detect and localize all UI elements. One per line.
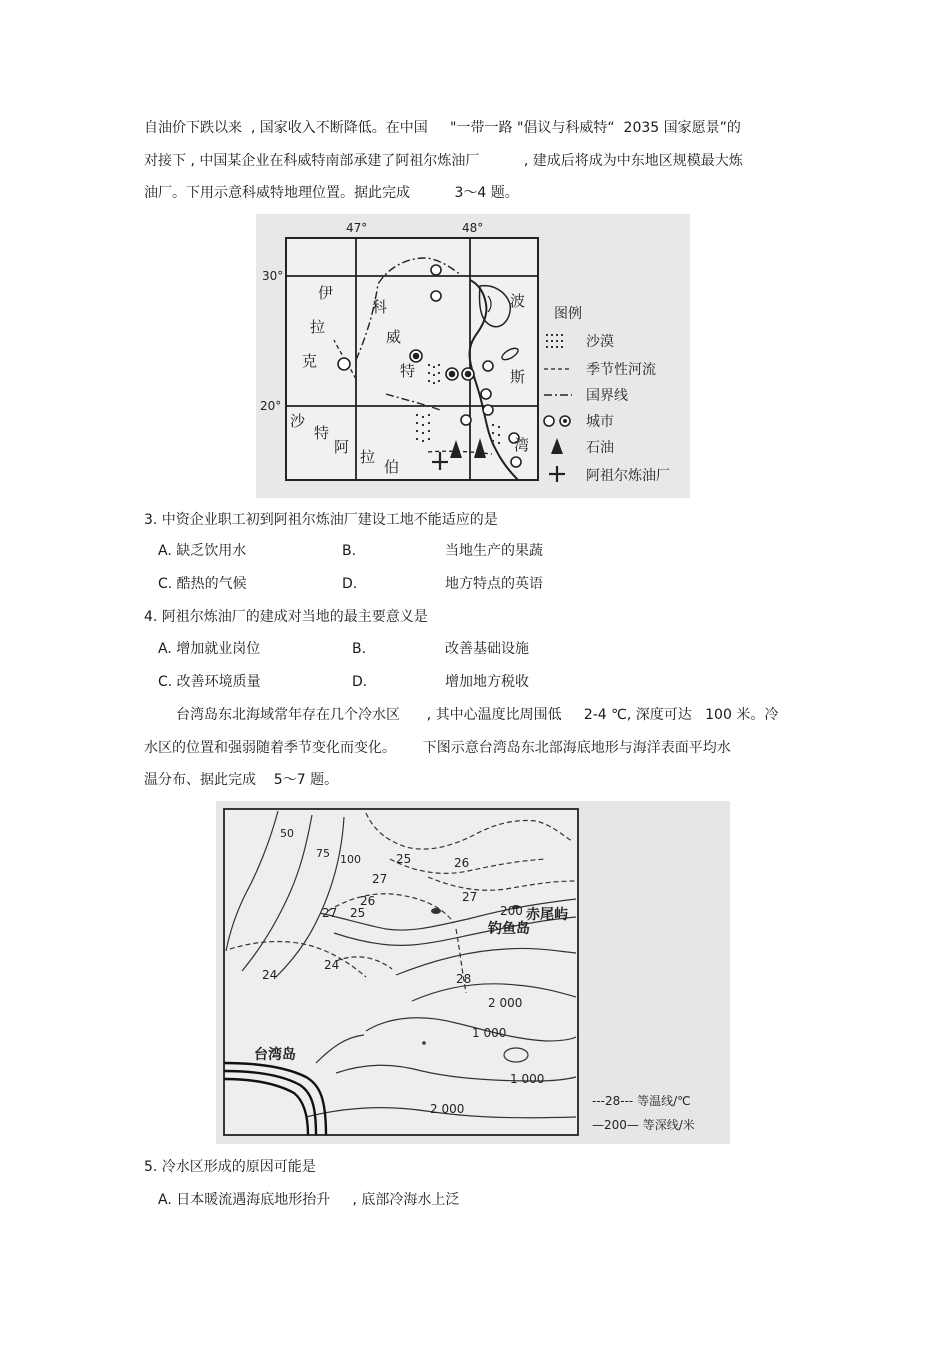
- q3-options-row1: [0, 541, 950, 561]
- label-d100: 100: [340, 853, 361, 866]
- intro1-line3: 油厂。下用示意科威特地理位置。据此完成 3～4 题。: [144, 185, 519, 201]
- taiwan-sea-map-figure: [216, 801, 730, 1144]
- q4-option-b: 改善基础设施: [445, 641, 529, 657]
- q3-option-a: A. 缺乏饮用水: [158, 543, 247, 559]
- q4-option-d: 增加地方税收: [445, 674, 529, 690]
- label-t27a: 27: [372, 872, 388, 886]
- intro2-line1: 台湾岛东北海域常年存在几个冷水区 , 其中心温度比周围低 2-4 ℃, 深度可达 100 米。冷: [176, 707, 779, 723]
- label-d1000a: 1 000: [472, 1026, 507, 1040]
- label-t24b: 24: [324, 958, 340, 972]
- iraq-char-1: 伊: [318, 284, 334, 302]
- label-d75: 75: [316, 847, 330, 860]
- intro1-line2: 对接下 , 中国某企业在科威特南部承建了阿祖尔炼油厂 , 建成后将成为中东地区规模最大炼: [144, 153, 743, 169]
- legend-oil: 石油: [586, 440, 614, 456]
- kuwait-map-figure: [256, 214, 690, 498]
- saudi-char-1: 沙: [290, 412, 306, 430]
- lat-20: 20°: [260, 399, 282, 413]
- lon-47: 47°: [346, 221, 368, 235]
- q3-options-row2: [0, 574, 950, 594]
- label-d1000b: 1 000: [510, 1072, 545, 1086]
- q4-option-d-letter: D.: [352, 674, 368, 690]
- q3-stem: 3. 中资企业职工初到阿祖尔炼油厂建设工地不能适应的是: [144, 512, 498, 528]
- label-t28: 28: [456, 972, 472, 986]
- saudi-char-4: 拉: [360, 448, 376, 466]
- persia-char-1: 波: [510, 292, 526, 310]
- kuwait-char-3: 特: [400, 362, 416, 380]
- label-t26b: 26: [360, 894, 376, 908]
- legend-isobath: —200— 等深线/米: [592, 1118, 695, 1132]
- label-d200: 200: [500, 904, 523, 918]
- label-t25a: 25: [396, 852, 412, 866]
- q4-option-b-letter: B.: [352, 641, 367, 657]
- q3-option-c: C. 酷热的气候: [158, 576, 247, 592]
- saudi-char-3: 阿: [334, 438, 350, 456]
- label-chiwei: 赤尾屿: [526, 907, 568, 923]
- legend-isotherm: ---28--- 等温线/℃: [592, 1094, 691, 1108]
- q3-option-d: 地方特点的英语: [445, 576, 543, 592]
- saudi-char-5: 伯: [384, 458, 400, 476]
- kuwait-char-2: 威: [386, 328, 402, 346]
- label-taiwan: 台湾岛: [254, 1047, 296, 1063]
- label-d2000b: 2 000: [430, 1102, 465, 1116]
- legend-desert: 沙漠: [586, 334, 614, 350]
- q5-stem: 5. 冷水区形成的原因可能是: [144, 1159, 316, 1175]
- q4-options-row2: [0, 672, 950, 692]
- intro2-line3: 温分布、据此完成 5～7 题。: [144, 772, 339, 788]
- legend-river: 季节性河流: [586, 362, 656, 378]
- label-t27c: 27: [322, 906, 338, 920]
- lat-30: 30°: [262, 269, 284, 283]
- kuwait-map: [256, 214, 690, 498]
- persia-char-2: 斯: [510, 368, 526, 386]
- label-t26a: 26: [454, 856, 470, 870]
- label-t27b: 27: [462, 890, 478, 904]
- lon-48: 48°: [462, 221, 484, 235]
- q3-option-d-letter: D.: [342, 576, 358, 592]
- label-t25b: 25: [350, 906, 366, 920]
- label-d50: 50: [280, 827, 294, 840]
- legend-city: 城市: [586, 414, 614, 430]
- legend-title: 图例: [554, 306, 582, 322]
- iraq-char-2: 拉: [310, 318, 326, 336]
- saudi-char-2: 特: [314, 424, 330, 442]
- iraq-char-3: 克: [302, 352, 318, 370]
- intro1-line1: 自油价下跌以来 , 国家收入不断降低。在中国 "一带一路 "倡议与科威特“ 2035 国家愿景”的: [144, 120, 741, 136]
- q5-option-a: A. 日本暖流遇海底地形抬升 , 底部冷海水上泛: [158, 1192, 460, 1208]
- intro2-line2: 水区的位置和强弱随着季节变化而变化。 下图示意台湾岛东北部海底地形与海洋表面平均水: [144, 740, 731, 756]
- gulf-char: 湾: [514, 436, 530, 454]
- legend-border: 国界线: [586, 388, 628, 404]
- taiwan-sea-map: [216, 801, 730, 1144]
- legend-refinery: 阿祖尔炼油厂: [586, 468, 670, 484]
- q4-option-a: A. 增加就业岗位: [158, 641, 261, 657]
- q3-option-b-letter: B.: [342, 543, 357, 559]
- q3-option-b: 当地生产的果蔬: [445, 543, 543, 559]
- label-t24a: 24: [262, 968, 278, 982]
- kuwait-char-1: 科: [372, 298, 388, 316]
- label-d2000a: 2 000: [488, 996, 523, 1010]
- label-diaoyu: 钓鱼岛: [488, 921, 530, 937]
- q4-option-c: C. 改善环境质量: [158, 674, 261, 690]
- q4-options-row1: [0, 639, 950, 659]
- q4-stem: 4. 阿祖尔炼油厂的建成对当地的最主要意义是: [144, 609, 428, 625]
